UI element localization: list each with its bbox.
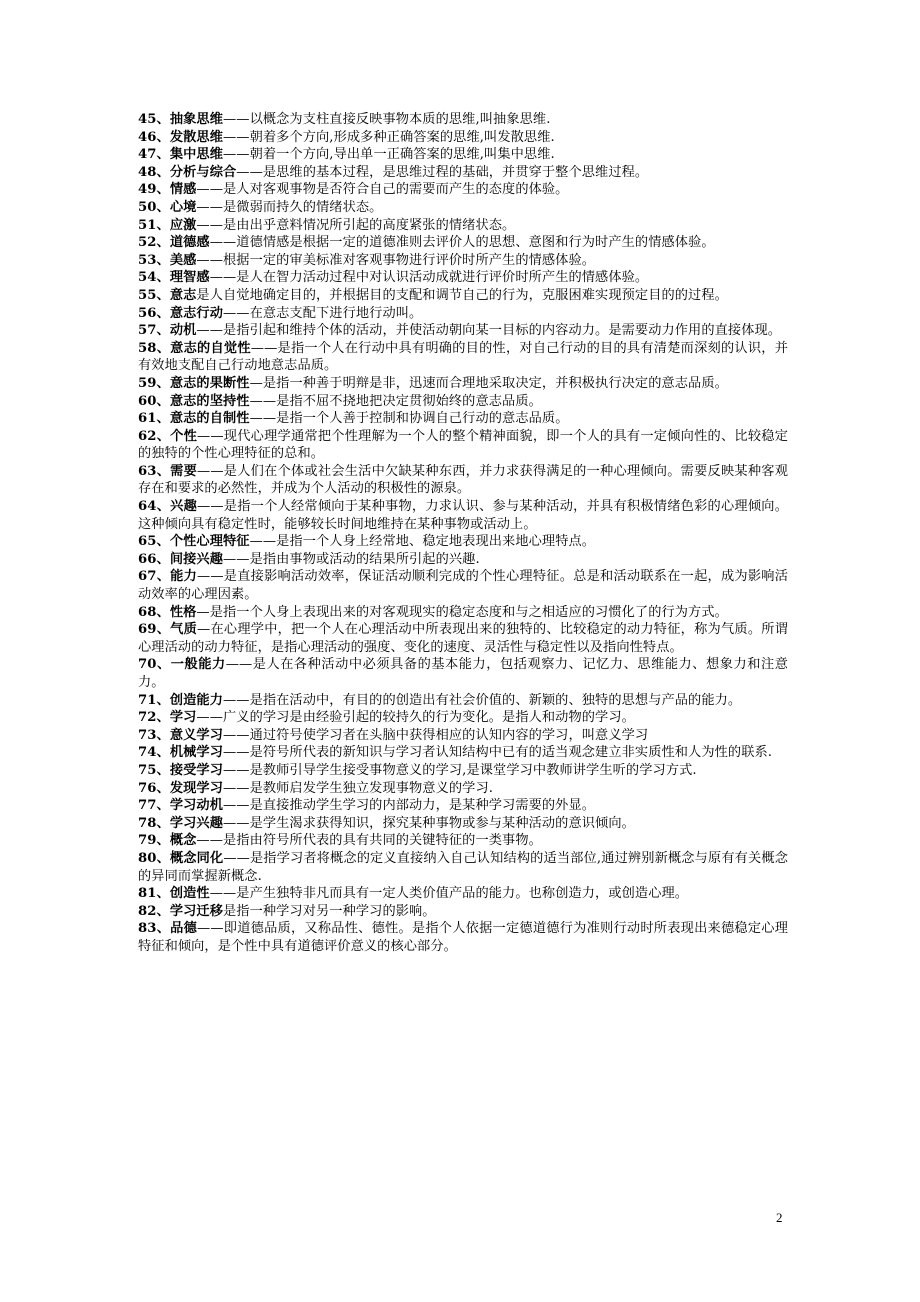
entry-definition: ——是符号所代表的新知识与学习者认知结构中已有的适当观念建立非实质性和人为性的联系. <box>223 745 773 761</box>
glossary-entry <box>138 621 788 656</box>
entry-definition: ——是指一个人在行动中具有明确的目的性，对自己行动的目的具有清楚而深刻的认识，并有效地支配自己行动地意志品质。 <box>138 340 788 374</box>
entry-term: 意志的坚持性 <box>169 393 250 409</box>
glossary-entry <box>138 656 788 691</box>
entry-definition: ——是产生独特非凡而具有一定人类价值产品的能力。也称创造力，或创造心理。 <box>209 886 689 902</box>
entry-number: 48、 <box>138 164 170 180</box>
glossary-entry <box>138 181 788 199</box>
glossary-entry <box>138 744 788 762</box>
entry-definition: ——是指不屈不挠地把决定贯彻始终的意志品质。 <box>249 393 542 409</box>
glossary-entry <box>138 375 788 393</box>
glossary-entry <box>138 322 788 340</box>
entry-term: 发散思维 <box>169 129 223 145</box>
entry-number: 47、 <box>138 147 170 163</box>
entry-definition: ——是人在智力活动过程中对认识活动成就进行评价时所产生的情感体验。 <box>209 270 649 286</box>
glossary-entry <box>138 164 788 182</box>
entry-definition: ——是指在活动中，有目的的创造出有社会价值的、新颖的、独特的思想与产品的能力。 <box>223 692 742 708</box>
entry-definition: ——是人们在个体或社会生活中欠缺某种东西，并力求获得满足的一种心理倾向。需要反映某种客观存在和要求的必然性，并成为个人活动的积极性的源泉。 <box>138 463 788 497</box>
glossary-entry <box>138 199 788 217</box>
entry-term: 个性 <box>170 428 198 444</box>
entry-number: 57、 <box>138 323 170 339</box>
entry-definition: ——是学生渴求获得知识，探究某种事物或参与某种活动的意识倾向。 <box>223 815 635 831</box>
entry-term: 集中思维 <box>169 147 223 163</box>
entry-definition: ——现代心理学通常把个性理解为一个人的整个精神面貌，即一个人的具有一定倾向性的、比较稳定的独特的个性心理特征的总和。 <box>138 428 788 462</box>
entry-term: 创造性 <box>169 886 210 902</box>
glossary-entry <box>138 252 788 270</box>
entry-term: 意义学习 <box>169 727 223 743</box>
glossary-entry <box>138 269 788 287</box>
entry-number: 58、 <box>138 340 171 356</box>
glossary-entry <box>138 498 788 533</box>
entry-definition: ——是指一个人身上经常地、稳定地表现出来地心理特点。 <box>249 534 596 550</box>
entry-definition: ——广义的学习是由经验引起的较持久的行为变化。是指人和动物的学习。 <box>196 710 635 726</box>
entry-number: 70、 <box>138 657 171 673</box>
entry-number: 66、 <box>138 551 170 567</box>
entry-definition: ——是直接推动学生学习的内部动力，是某种学习需要的外显。 <box>223 798 596 814</box>
entry-term: 品德 <box>170 921 198 937</box>
entry-term: 发现学习 <box>169 780 223 796</box>
entry-number: 78、 <box>138 815 170 831</box>
entry-number: 65、 <box>138 534 170 550</box>
entry-number: 46、 <box>138 129 170 145</box>
glossary-entry <box>138 815 788 833</box>
entry-term: 学习动机 <box>169 798 223 814</box>
page-number: 2 <box>776 1210 783 1225</box>
glossary-entry <box>138 111 788 129</box>
glossary-entry <box>138 129 788 147</box>
entry-number: 64、 <box>138 499 171 515</box>
entry-number: 52、 <box>138 235 170 251</box>
glossary-entry <box>138 709 788 727</box>
glossary-entry <box>138 797 788 815</box>
entry-number: 71、 <box>138 692 170 708</box>
entry-term: 间接兴趣 <box>169 551 223 567</box>
glossary-entry <box>138 533 788 551</box>
entry-definition: ——是指引起和维持个体的活动，并使活动朝向某一目标的内容动力。是需要动力作用的直接体现。 <box>196 323 782 339</box>
entry-term: 道德感 <box>169 235 210 251</box>
glossary-entry <box>138 780 788 798</box>
entry-definition: ——是人对客观事物是否符合自己的需要而产生的态度的体验。 <box>196 182 569 198</box>
entry-term: 需要 <box>170 463 198 479</box>
entry-definition: ——根据一定的审美标准对客观事物进行评价时所产生的情感体验。 <box>196 252 596 268</box>
entry-term: 抽象思维 <box>169 112 223 127</box>
entry-definition: ——朝着一个方向,导出单一正确答案的思维,叫集中思维. <box>223 147 555 163</box>
glossary-entry <box>138 850 788 885</box>
entry-definition: —是指一个人身上表现出来的对客观现实的稳定态度和与之相适应的习惯化了的行为方式。 <box>196 604 728 620</box>
entry-term: 情感 <box>169 182 197 198</box>
entry-number: 45、 <box>138 112 170 127</box>
glossary-entries <box>138 111 788 956</box>
entry-term: 学习兴趣 <box>169 815 223 831</box>
entry-number: 82、 <box>138 903 170 919</box>
entry-number: 55、 <box>138 287 170 303</box>
entry-definition: ——是教师引导学生接受事物意义的学习,是课堂学习中教师讲学生听的学习方式. <box>223 762 697 778</box>
entry-term: 性格 <box>169 604 197 620</box>
entry-number: 51、 <box>138 217 170 233</box>
entry-term: 心境 <box>169 199 197 215</box>
entry-definition: ——是指一个人经常倾向于某种事物，力求认识、参与某种活动，并具有积极情绪色彩的心理倾向。这种倾向具有稳定性时，能够较长时间地维持在某种事物或活动上。 <box>138 499 788 532</box>
glossary-entry <box>138 287 788 305</box>
entry-term: 个性心理特征 <box>169 534 250 550</box>
entry-definition: 是指一种学习对另一种学习的影响。 <box>223 903 436 919</box>
entry-number: 50、 <box>138 199 170 215</box>
entry-term: 意志的果断性 <box>169 375 250 391</box>
glossary-entry <box>138 885 788 903</box>
entry-definition: ——是指由事物或活动的结果所引起的兴趣. <box>223 551 480 567</box>
entry-definition: —是指一种善于明辩是非，迅速而合理地采取决定，并积极执行决定的意志品质。 <box>249 375 728 391</box>
entry-number: 49、 <box>138 182 170 198</box>
entry-number: 74、 <box>138 745 170 761</box>
glossary-entry <box>138 305 788 323</box>
glossary-entry <box>138 903 788 921</box>
glossary-entry <box>138 920 788 955</box>
entry-definition: ——通过符号使学习者在头脑中获得相应的认知内容的学习，叫意义学习 <box>223 727 649 743</box>
entry-term: 动机 <box>169 323 197 339</box>
glossary-entry <box>138 340 788 375</box>
glossary-entry <box>138 727 788 745</box>
glossary-entry <box>138 146 788 164</box>
entry-term: 机械学习 <box>169 745 223 761</box>
glossary-entry <box>138 551 788 569</box>
entry-term: 能力 <box>170 569 198 585</box>
entry-term: 分析与综合 <box>169 164 237 180</box>
glossary-entry <box>138 410 788 428</box>
entry-number: 68、 <box>138 604 170 620</box>
glossary-entry <box>138 428 788 463</box>
entry-number: 63、 <box>138 463 171 479</box>
entry-number: 54、 <box>138 270 170 286</box>
entry-number: 56、 <box>138 305 170 321</box>
glossary-entry <box>138 217 788 235</box>
entry-definition: ——是由出乎意料情况所引起的高度紧张的情绪状态。 <box>196 217 516 233</box>
entry-definition: ——道德情感是根据一定的道德准则去评价人的思想、意图和行为时产生的情感体验。 <box>209 235 715 251</box>
entry-definition: ——是人在各种活动中必须具备的基本能力，包括观察力、记忆力、思维能力、想象力和注意力。 <box>138 657 788 690</box>
glossary-entry <box>138 234 788 252</box>
entry-number: 61、 <box>138 411 170 427</box>
entry-number: 53、 <box>138 252 170 268</box>
entry-definition: ——在意志支配下进行地行动叫。 <box>223 305 423 321</box>
entry-definition: 是人自觉地确定目的，并根据目的支配和调节自己的行为，克服困难实现预定目的的过程。 <box>196 287 728 303</box>
entry-number: 79、 <box>138 833 170 849</box>
entry-term: 学习迁移 <box>169 903 223 919</box>
entry-term: 意志 <box>169 287 197 303</box>
entry-number: 81、 <box>138 886 170 902</box>
entry-definition: ——以概念为支柱直接反映事物本质的思维,叫抽象思维. <box>223 112 551 127</box>
entry-number: 72、 <box>138 710 170 726</box>
entry-number: 76、 <box>138 780 170 796</box>
entry-term: 意志的自制性 <box>169 411 250 427</box>
entry-term: 意志行动 <box>169 305 223 321</box>
entry-term: 应激 <box>169 217 197 233</box>
entry-term: 一般能力 <box>170 657 226 673</box>
entry-definition: ——是指一个人善于控制和协调自己行动的意志品质。 <box>249 411 569 427</box>
entry-number: 83、 <box>138 921 171 937</box>
entry-number: 80、 <box>138 850 170 866</box>
glossary-entry <box>138 832 788 850</box>
entry-term: 兴趣 <box>170 499 198 515</box>
entry-definition: ——即道德品质，又称品性、德性。是指个人依据一定德道德行为准则行动时所表现出来德稳定心理特征和倾向，是个性中具有道德评价意义的核心部分。 <box>138 921 788 954</box>
entry-definition: ——朝着多个方向,形成多种正确答案的思维,叫发散思维. <box>223 129 555 145</box>
entry-term: 气质 <box>170 622 198 638</box>
entry-number: 77、 <box>138 798 170 814</box>
entry-definition: ——是直接影响活动效率，保证活动顺利完成的个性心理特征。总是和活动联系在一起，成为影响活动效率的心理因素。 <box>138 569 788 603</box>
entry-number: 75、 <box>138 762 170 778</box>
entry-number: 59、 <box>138 375 170 391</box>
entry-definition: ——是教师启发学生独立发现事物意义的学习. <box>223 780 494 796</box>
entry-term: 意志的自觉性 <box>170 340 251 356</box>
glossary-entry <box>138 762 788 780</box>
entry-number: 62、 <box>138 428 171 444</box>
glossary-entry <box>138 568 788 603</box>
entry-term: 理智感 <box>169 270 210 286</box>
entry-term: 概念同化 <box>169 850 224 866</box>
entry-definition: ——是指学习者将概念的定义直接纳入自己认知结构的适当部位,通过辨别新概念与原有有关概念的异同而掌握新概念. <box>138 850 788 884</box>
entry-term: 接受学习 <box>169 762 223 778</box>
entry-definition: —在心理学中，把一个人在心理活动中所表现出来的独特的、比较稳定的动力特征，称为气质。所谓心理活动的动力特征，是指心理活动的强度、变化的速度、灵活性与稳定性以及指向性特点。 <box>138 622 788 655</box>
entry-number: 69、 <box>138 622 171 638</box>
entry-definition: ——是微弱而持久的情绪状态。 <box>196 199 383 215</box>
entry-term: 概念 <box>169 833 197 849</box>
glossary-entry <box>138 604 788 622</box>
entry-term: 美感 <box>169 252 197 268</box>
entry-number: 67、 <box>138 569 171 585</box>
entry-number: 60、 <box>138 393 170 409</box>
glossary-entry <box>138 463 788 498</box>
entry-definition: ——是指由符号所代表的具有共同的关键特征的一类事物。 <box>196 833 542 849</box>
entry-term: 学习 <box>169 710 197 726</box>
glossary-entry <box>138 692 788 710</box>
entry-number: 73、 <box>138 727 170 743</box>
entry-definition: ——是思维的基本过程，是思维过程的基础，并贯穿于整个思维过程。 <box>236 164 649 180</box>
glossary-entry <box>138 393 788 411</box>
entry-term: 创造能力 <box>169 692 223 708</box>
